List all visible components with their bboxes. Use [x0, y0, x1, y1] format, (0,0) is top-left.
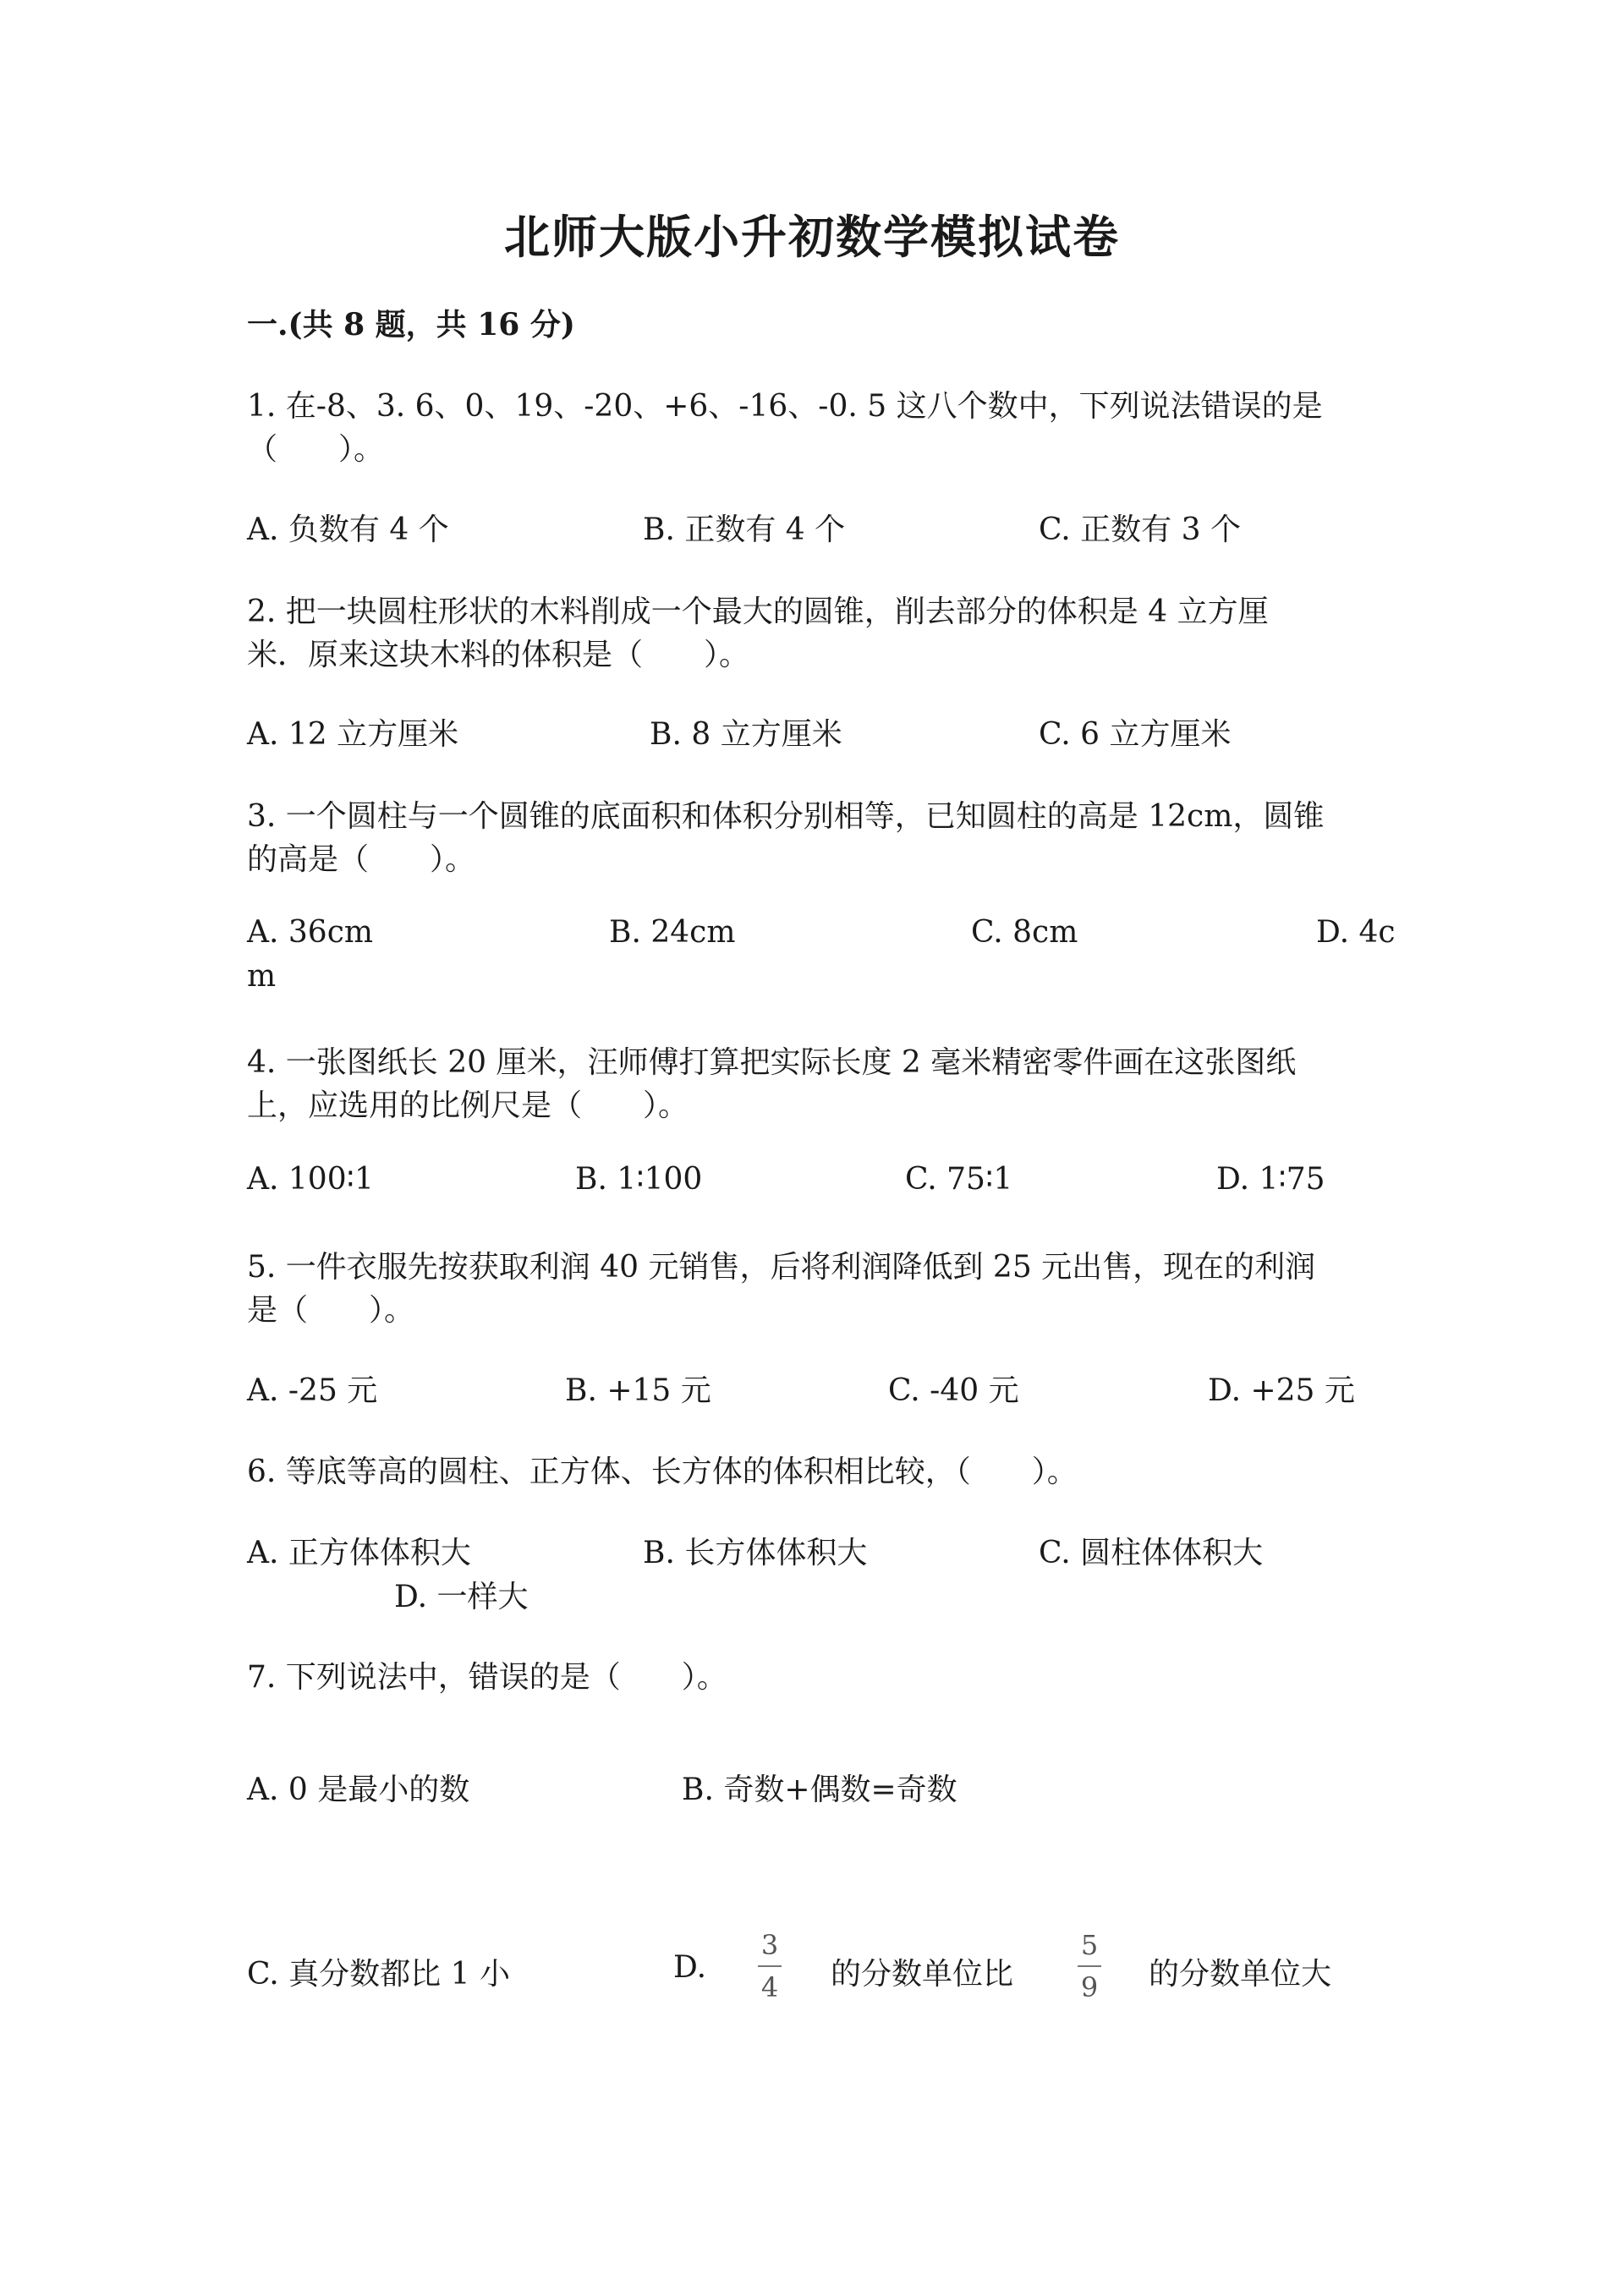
page-title: 北师大版小升初数学模拟试卷	[504, 210, 1120, 264]
question-7-option-d-middle: 的分数单位比	[831, 1957, 1014, 1992]
question-7-option-b: B. 奇数+偶数=奇数	[682, 1773, 957, 1807]
question-1-line-2: （ ）。	[247, 432, 385, 467]
section-heading: 一.(共 8 题，共 16 分)	[247, 307, 575, 342]
question-1-option-c: C. 正数有 3 个	[1039, 512, 1241, 547]
question-1-option-b: B. 正数有 4 个	[643, 512, 846, 547]
question-6-line-1: 6. 等底等高的圆柱、正方体、长方体的体积相比较，（ ）。	[247, 1455, 1078, 1489]
fraction-denominator: 4	[760, 1971, 779, 2003]
question-1-line-1: 1. 在-8、3. 6、0、19、-20、+6、-16、-0. 5 这八个数中，下列说法错误的是	[247, 389, 1323, 424]
question-4-option-a: A. 100∶1	[247, 1162, 374, 1197]
fraction-bar	[1078, 1965, 1101, 1967]
question-7-option-d-end: 的分数单位大	[1149, 1957, 1332, 1992]
fraction-numerator: 3	[760, 1929, 779, 1961]
question-5-option-d: D. +25 元	[1208, 1373, 1355, 1408]
fraction-three-fourths	[753, 1928, 787, 2004]
question-6-option-a: A. 正方体体积大	[247, 1536, 471, 1570]
question-2-line-2: 米．原来这块木料的体积是（ ）。	[247, 638, 750, 672]
question-5-line-2: 是（ ）。	[247, 1293, 415, 1328]
question-7-option-c: C. 真分数都比 1 小	[247, 1957, 510, 1992]
question-1-option-a: A. 负数有 4 个	[247, 512, 449, 547]
question-2-option-c: C. 6 立方厘米	[1039, 717, 1232, 752]
question-4-option-d: D. 1∶75	[1216, 1162, 1325, 1197]
question-4-option-c: C. 75∶1	[905, 1162, 1013, 1197]
question-5-option-c: C. -40 元	[888, 1373, 1019, 1408]
question-5-option-a: A. -25 元	[247, 1373, 378, 1408]
question-3-option-d-wrap: m	[247, 959, 277, 994]
question-2-option-a: A. 12 立方厘米	[247, 717, 459, 752]
question-3-line-1: 3. 一个圆柱与一个圆锥的底面积和体积分别相等，已知圆柱的高是 12cm，圆锥	[247, 799, 1325, 834]
question-4-line-2: 上，应选用的比例尺是（ ）。	[247, 1088, 689, 1123]
question-6-option-d: D. 一样大	[394, 1580, 529, 1614]
question-4-option-b: B. 1∶100	[575, 1162, 703, 1197]
question-7-option-a: A. 0 是最小的数	[247, 1773, 470, 1807]
question-3-option-c: C. 8cm	[971, 915, 1078, 950]
question-7-line-1: 7. 下列说法中，错误的是（ ）。	[247, 1660, 727, 1695]
question-3-option-b: B. 24cm	[609, 915, 736, 950]
fraction-bar	[758, 1965, 782, 1967]
question-5-option-b: B. +15 元	[565, 1373, 711, 1408]
fraction-five-ninths	[1073, 1928, 1106, 2004]
question-6-option-b: B. 长方体体积大	[643, 1536, 868, 1570]
fraction-denominator: 9	[1080, 1971, 1099, 2003]
question-2-option-b: B. 8 立方厘米	[650, 717, 842, 752]
question-3-option-a: A. 36cm	[247, 915, 373, 950]
question-7-option-d: D.	[673, 1950, 707, 1985]
question-3-line-2: 的高是（ ）。	[247, 842, 476, 877]
question-3-option-d: D. 4c	[1316, 915, 1396, 950]
fraction-numerator: 5	[1080, 1929, 1099, 1961]
question-5-line-1: 5. 一件衣服先按获取利润 40 元销售，后将利润降低到 25 元出售，现在的利润	[247, 1250, 1316, 1285]
question-2-line-1: 2. 把一块圆柱形状的木料削成一个最大的圆锥，削去部分的体积是 4 立方厘	[247, 595, 1269, 629]
question-6-option-c: C. 圆柱体体积大	[1039, 1536, 1264, 1570]
question-4-line-1: 4. 一张图纸长 20 厘米，汪师傅打算把实际长度 2 毫米精密零件画在这张图纸	[247, 1045, 1297, 1080]
